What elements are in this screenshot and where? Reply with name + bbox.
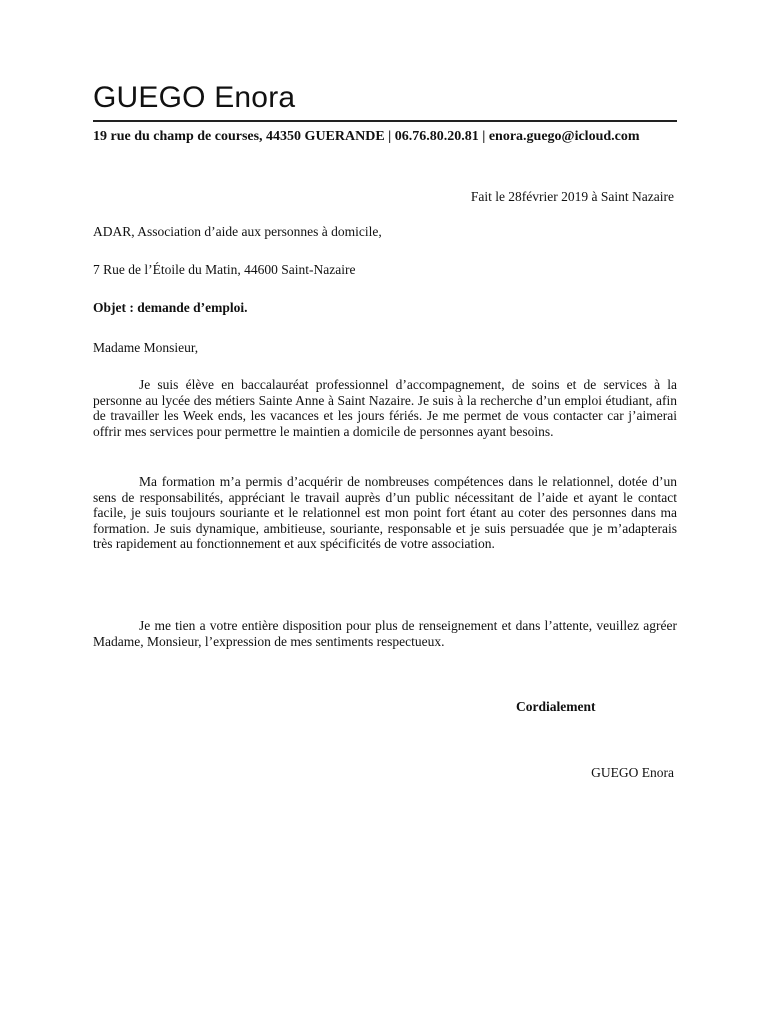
letter-salutation: Madame Monsieur, <box>93 340 199 355</box>
body-paragraph-3: Je me tien a votre entière disposition pour plus de renseignement et dans l’attente, veuillez agréer Madame, Monsieur, l’expression de mes sentiments respectueux. <box>93 618 677 649</box>
body-paragraph-2: Ma formation m’a permis d’acquérir de nombreuses compétences dans le relationnel, dotée d’un sens de responsabilités, appréciant le travail auprès d’un public nécessitant de l’aide et ayant le contact facile, je suis toujours souriante et le relationnel est mon point fort étant au coter des personnes dans ma formation. Je suis dynamique, ambitieuse, souriante, responsable et je suis persuadée que je m’adapterais très rapidement au fonctionnement et aux spécificités de votre association. <box>93 474 677 552</box>
recipient-address: 7 Rue de l’Étoile du Matin, 44600 Saint-Nazaire <box>93 262 356 277</box>
header-divider <box>93 120 677 122</box>
letter-closing: Cordialement <box>516 699 596 714</box>
letter-date: Fait le 28février 2019 à Saint Nazaire <box>470 189 674 204</box>
body-paragraph-1: Je suis élève en baccalauréat professionnel d’accompagnement, de soins et de services à la personne au lycée des métiers Sainte Anne à Saint Nazaire. Je suis à la recherche d’un emploi étudiant, afin de travailler les Week ends, les vacances et les jours fériés. Je me permet de vous contacter car j’aimerai offrir mes services pour permettre le maintien a domicile de personnes ayant besoins. <box>93 377 677 439</box>
sender-contact-line: 19 rue du champ de courses, 44350 GUERANDE | 06.76.80.20.81 | enora.guego@icloud.com <box>93 129 640 144</box>
sender-name-title: GUEGO Enora <box>93 81 296 114</box>
letter-signature: GUEGO Enora <box>591 765 674 780</box>
recipient-name: ADAR, Association d’aide aux personnes à domicile, <box>93 224 382 239</box>
letter-subject: Objet : demande d’emploi. <box>93 300 248 315</box>
